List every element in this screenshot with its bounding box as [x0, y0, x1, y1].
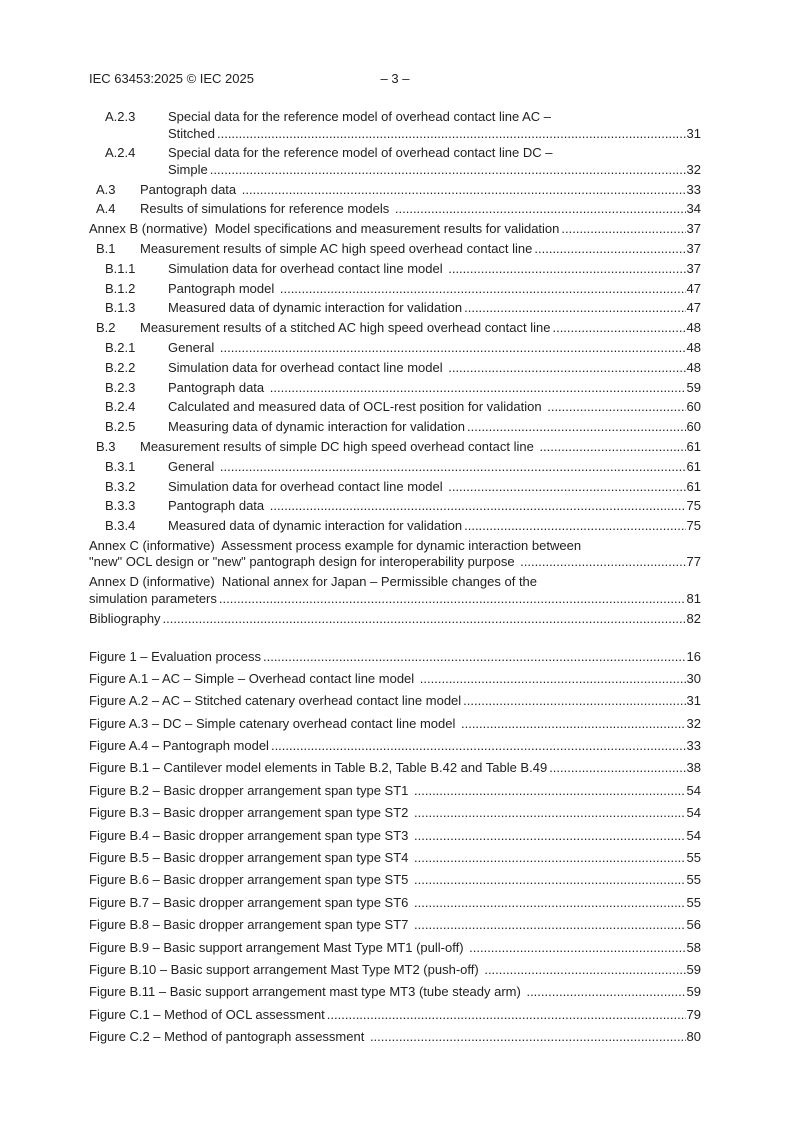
- dot-leader: [280, 281, 686, 298]
- figure-entry[interactable]: [89, 828, 701, 845]
- toc-entry-tail: [140, 439, 701, 456]
- toc-entry-number: B.2.2: [105, 359, 136, 375]
- figure-entry-tail: [89, 940, 701, 957]
- figure-entry-page: 30: [686, 670, 701, 686]
- toc-entry[interactable]: [89, 300, 701, 317]
- dot-leader: [534, 241, 685, 258]
- toc-entry-page: 37: [686, 260, 701, 276]
- toc-entry-tail: [168, 162, 701, 179]
- figure-entry[interactable]: [89, 649, 701, 666]
- dot-leader: [414, 850, 686, 867]
- dot-leader: [263, 649, 686, 666]
- toc-entry-body: [168, 300, 701, 317]
- dot-leader: [271, 738, 686, 755]
- toc-entry-page: 31: [686, 125, 701, 141]
- toc-entry[interactable]: [89, 439, 701, 456]
- toc-entry-text: Measured data of dynamic interaction for validation: [168, 300, 463, 316]
- toc-entry-body: [168, 419, 701, 436]
- figure-entry-tail: [89, 917, 701, 934]
- toc-entry[interactable]: [89, 459, 701, 476]
- figure-entry-tail: [89, 872, 701, 889]
- toc-entry[interactable]: [89, 611, 701, 628]
- figure-entry-body: [89, 1029, 701, 1046]
- figure-entry-tail: [89, 828, 701, 845]
- figure-entry-page: 79: [686, 1006, 701, 1022]
- figure-entry-body: [89, 805, 701, 822]
- toc-entry-body: [140, 439, 701, 456]
- toc-entry-text: Measurement results of a stitched AC high speed overhead contact line: [140, 320, 551, 336]
- toc-entry[interactable]: [89, 399, 701, 416]
- toc-entry-text: Annex D (informative) National annex for Japan – Permissible changes of the: [89, 574, 538, 590]
- toc-entry-page: 61: [686, 478, 701, 494]
- figure-entry-tail: [89, 738, 701, 755]
- toc-entry[interactable]: [89, 419, 701, 436]
- toc-entry-body: [168, 109, 701, 142]
- toc-entry-number: B.1: [96, 240, 116, 256]
- toc-entry-text: Pantograph model: [168, 280, 278, 296]
- toc-entry-text: Simulation data for overhead contact line model: [168, 260, 447, 276]
- dot-leader: [414, 783, 686, 800]
- page-number: – 3 –: [380, 71, 410, 86]
- toc-entry-body: [89, 221, 701, 238]
- figure-entry-body: [89, 693, 701, 710]
- dot-leader: [448, 261, 685, 278]
- toc-entry-tail: [168, 360, 701, 377]
- dot-leader: [461, 716, 686, 733]
- figure-entry[interactable]: [89, 671, 701, 688]
- toc-entry-text: Measuring data of dynamic interaction for validation: [168, 419, 465, 435]
- dot-leader: [217, 126, 686, 143]
- toc-entry-tail: [168, 498, 701, 515]
- toc-entry-number: A.2.3: [105, 109, 136, 124]
- toc-entry-tail: [140, 320, 701, 337]
- toc-entry-page: 61: [686, 438, 701, 454]
- figure-entry-text: Figure A.4 – Pantograph model: [89, 738, 269, 754]
- figure-entry[interactable]: [89, 984, 701, 1001]
- toc-entry-page: 61: [686, 458, 701, 474]
- figure-entry-tail: [89, 693, 701, 710]
- figure-entry-body: [89, 962, 701, 979]
- toc-entry-number: B.2.1: [105, 339, 136, 355]
- toc-entry-page: 48: [686, 359, 701, 375]
- toc-entry-body: [168, 360, 701, 377]
- toc-entry-body: [168, 399, 701, 416]
- figure-entry-body: [89, 760, 701, 777]
- dot-leader: [395, 201, 686, 218]
- figure-entry[interactable]: [89, 805, 701, 822]
- dot-leader: [414, 828, 686, 845]
- toc-entry[interactable]: [89, 241, 701, 258]
- figure-entry-text: Figure A.3 – DC – Simple catenary overhead contact line model: [89, 715, 459, 731]
- figure-entry-page: 58: [686, 939, 701, 955]
- dot-leader: [464, 518, 685, 535]
- figure-entry-body: [89, 872, 701, 889]
- toc-entry-text: Bibliography: [89, 610, 161, 626]
- toc-entry-text: Measurement results of simple AC high speed overhead contact line: [140, 240, 533, 256]
- toc-entry-page: 82: [686, 610, 701, 626]
- toc-entry-tail: [168, 126, 701, 143]
- toc-entry-body: [140, 241, 701, 258]
- figure-entry-page: 54: [686, 827, 701, 843]
- figure-entry-tail: [89, 783, 701, 800]
- toc-entry-tail: [140, 201, 701, 218]
- figure-entry-text: Figure A.1 – AC – Simple – Overhead contact line model: [89, 670, 418, 686]
- toc-entry-tail: [89, 611, 701, 628]
- figure-entry[interactable]: [89, 783, 701, 800]
- toc-entry-text: "new" OCL design or "new" pantograph design for interoperability purpose: [89, 554, 519, 570]
- figure-entry-page: 16: [686, 648, 701, 664]
- toc-entry-text: Pantograph data: [168, 379, 268, 395]
- figure-entry-tail: [89, 1029, 701, 1046]
- toc-entry-text: Annex C (informative) Assessment process example for dynamic interaction between: [89, 537, 582, 553]
- toc-entry-body: [168, 145, 701, 178]
- toc-entry[interactable]: [89, 281, 701, 298]
- dot-leader: [484, 962, 685, 979]
- toc-entry-tail: [168, 459, 701, 476]
- toc-entry[interactable]: [89, 182, 701, 199]
- figure-entry-text: Figure B.4 – Basic dropper arrangement span type ST3: [89, 827, 413, 843]
- dot-leader: [220, 340, 686, 357]
- toc-entry-tail: [168, 281, 701, 298]
- figure-entry-page: 59: [686, 962, 701, 977]
- figure-entry-body: [89, 671, 701, 688]
- figure-entry-text: Figure B.8 – Basic dropper arrangement span type ST7: [89, 917, 413, 933]
- toc-entry-tail: [168, 479, 701, 496]
- toc-entry-text: General: [168, 458, 218, 474]
- figure-entry-text: Figure B.7 – Basic dropper arrangement span type ST6: [89, 894, 413, 910]
- figure-entry-page: 54: [686, 782, 701, 798]
- dot-leader: [549, 760, 685, 777]
- toc-entry-tail: [89, 591, 701, 608]
- dot-leader: [163, 611, 686, 628]
- toc-entry-page: 37: [686, 221, 701, 237]
- toc-entry-number: A.4: [96, 201, 116, 217]
- toc-entry-tail: [140, 182, 701, 199]
- figure-entry-tail: [89, 850, 701, 867]
- toc-entry-text: simulation parameters: [89, 590, 217, 606]
- figure-entry-page: 32: [686, 715, 701, 731]
- toc-entry-tail: [89, 221, 701, 238]
- toc-entry-body: [140, 182, 701, 199]
- toc-entry-body: [168, 479, 701, 496]
- figure-entry-page: 56: [686, 917, 701, 933]
- dot-leader: [561, 221, 685, 238]
- toc-entry-body: [168, 340, 701, 357]
- figure-entry-text: Figure B.2 – Basic dropper arrangement span type ST1: [89, 782, 413, 798]
- toc-entry[interactable]: [89, 201, 701, 218]
- toc-entry-page: 75: [686, 498, 701, 514]
- toc-entry-page: 48: [686, 320, 701, 336]
- toc-entry-page: 37: [686, 240, 701, 256]
- dot-leader: [539, 439, 685, 456]
- toc-entry[interactable]: [89, 320, 701, 337]
- figure-entry-body: [89, 895, 701, 912]
- toc-entry-number: B.3.3: [105, 498, 136, 514]
- toc-entry-tail: [140, 241, 701, 258]
- figure-entry[interactable]: [89, 917, 701, 934]
- toc-entry-text: Annex B (normative) Model specifications and measurement results for validation: [89, 221, 560, 237]
- toc-entry-page: 75: [686, 518, 701, 534]
- figure-entry-page: 55: [686, 894, 701, 910]
- toc-entry-number: B.3.2: [105, 478, 136, 494]
- toc-entry-body: [168, 498, 701, 515]
- toc-entry-text: Pantograph data: [168, 498, 268, 514]
- toc-entry[interactable]: [89, 221, 701, 238]
- figure-entry[interactable]: [89, 895, 701, 912]
- figure-entry[interactable]: [89, 962, 701, 979]
- toc-entry-body: [140, 201, 701, 218]
- toc-entry-page: 47: [686, 300, 701, 316]
- figure-entry-page: 59: [686, 984, 701, 1000]
- figure-entry-body: [89, 738, 701, 755]
- figure-entry-body: [89, 850, 701, 867]
- table-of-contents: [89, 109, 701, 627]
- figure-entry[interactable]: [89, 872, 701, 889]
- dot-leader: [414, 872, 686, 889]
- toc-entry-page: 47: [686, 280, 701, 296]
- dot-leader: [327, 1007, 686, 1024]
- toc-entry-tail: [168, 399, 701, 416]
- toc-entry[interactable]: [89, 518, 701, 535]
- toc-entry-number: B.2: [96, 320, 116, 336]
- figure-entry-text: Figure B.10 – Basic support arrangement Mast Type MT2 (push-off): [89, 962, 483, 977]
- toc-entry-tail: [168, 340, 701, 357]
- figure-entry-body: [89, 1007, 701, 1024]
- toc-entry-body: [89, 538, 701, 571]
- figure-entry-text: Figure C.2 – Method of pantograph assessment: [89, 1029, 368, 1045]
- toc-entry-number: B.3: [96, 438, 116, 454]
- toc-entry[interactable]: [89, 261, 701, 278]
- dot-leader: [547, 399, 685, 416]
- figure-entry-body: [89, 917, 701, 934]
- figure-entry-tail: [89, 805, 701, 822]
- figure-entry-text: Figure B.6 – Basic dropper arrangement span type ST5: [89, 872, 413, 888]
- toc-entry[interactable]: [89, 360, 701, 377]
- figure-entry-body: [89, 716, 701, 733]
- toc-entry-text: Results of simulations for reference models: [140, 201, 393, 217]
- toc-entry-text: Measurement results of simple DC high speed overhead contact line: [140, 438, 538, 454]
- figure-entry-text: Figure B.5 – Basic dropper arrangement span type ST4: [89, 850, 413, 866]
- dot-leader: [552, 320, 685, 337]
- toc-entry-page: 33: [686, 181, 701, 197]
- toc-entry-text: Pantograph data: [140, 181, 240, 197]
- toc-entry-tail: [168, 419, 701, 436]
- figure-entry-tail: [89, 671, 701, 688]
- dot-leader: [270, 498, 686, 515]
- toc-entry-number: B.1.2: [105, 280, 136, 296]
- toc-entry-text: Calculated and measured data of OCL-rest position for validation: [168, 399, 546, 415]
- dot-leader: [210, 162, 686, 179]
- figure-entry-page: 55: [686, 872, 701, 888]
- toc-entry-number: B.1.1: [105, 260, 136, 276]
- dot-leader: [219, 591, 686, 608]
- dot-leader: [467, 419, 686, 436]
- dot-leader: [463, 693, 685, 710]
- dot-leader: [414, 917, 686, 934]
- toc-entry-page: 34: [686, 201, 701, 217]
- figure-entry-tail: [89, 962, 701, 979]
- dot-leader: [420, 671, 686, 688]
- toc-entry-tail: [168, 380, 701, 397]
- figure-entry[interactable]: [89, 760, 701, 777]
- page-content: [89, 109, 701, 1052]
- dot-leader: [469, 940, 685, 957]
- toc-entry[interactable]: [89, 538, 701, 571]
- toc-entry-tail: [168, 300, 701, 317]
- toc-entry-tail: [89, 554, 701, 571]
- toc-entry-number: B.1.3: [105, 300, 136, 316]
- figure-entry-page: 31: [686, 693, 701, 709]
- toc-entry[interactable]: [89, 145, 701, 178]
- toc-entry-body: [168, 380, 701, 397]
- toc-entry-text: Special data for the reference model of overhead contact line AC –: [168, 109, 552, 124]
- figure-entry-body: [89, 649, 701, 666]
- toc-entry-number: B.2.5: [105, 419, 136, 435]
- dot-leader: [448, 479, 685, 496]
- toc-entry-page: 81: [686, 590, 701, 606]
- figure-entry-tail: [89, 649, 701, 666]
- toc-entry-number: A.2.4: [105, 145, 136, 161]
- toc-entry-number: B.2.3: [105, 379, 136, 395]
- toc-entry[interactable]: [89, 380, 701, 397]
- toc-entry-text: General: [168, 339, 218, 355]
- figure-entry-body: [89, 940, 701, 957]
- toc-entry-tail: [168, 261, 701, 278]
- toc-entry-body: [140, 320, 701, 337]
- figure-entry-page: 54: [686, 805, 701, 821]
- figure-entry[interactable]: [89, 693, 701, 710]
- toc-entry-body: [89, 611, 701, 628]
- toc-entry-text: Simple: [168, 161, 208, 177]
- figure-entry-tail: [89, 895, 701, 912]
- toc-entry-body: [89, 574, 701, 607]
- figure-entry[interactable]: [89, 1029, 701, 1046]
- toc-entry[interactable]: [89, 498, 701, 515]
- dot-leader: [448, 360, 685, 377]
- toc-entry-text: Simulation data for overhead contact line model: [168, 359, 447, 375]
- figure-entry-text: Figure B.11 – Basic support arrangement mast type MT3 (tube steady arm): [89, 984, 525, 1000]
- figure-entry-tail: [89, 984, 701, 1001]
- toc-entry[interactable]: [89, 109, 701, 142]
- dot-leader: [414, 805, 686, 822]
- toc-entry-page: 48: [686, 339, 701, 355]
- dot-leader: [414, 895, 686, 912]
- toc-entry-text: Simulation data for overhead contact line model: [168, 478, 447, 494]
- toc-entry[interactable]: [89, 574, 701, 607]
- dot-leader: [520, 554, 685, 571]
- figure-entry-page: 33: [686, 738, 701, 754]
- figure-entry-tail: [89, 716, 701, 733]
- toc-entry-body: [168, 518, 701, 535]
- toc-entry-body: [168, 459, 701, 476]
- figure-entry-text: Figure 1 – Evaluation process: [89, 648, 261, 664]
- figure-entry-text: Figure A.2 – AC – Stitched catenary overhead contact line model: [89, 693, 462, 709]
- toc-entry-page: 59: [686, 379, 701, 395]
- toc-entry-number: B.2.4: [105, 399, 136, 415]
- toc-entry[interactable]: [89, 340, 701, 357]
- toc-entry-page: 60: [686, 399, 701, 415]
- toc-entry-body: [168, 281, 701, 298]
- toc-entry-text: Stitched: [168, 125, 215, 141]
- toc-entry[interactable]: [89, 479, 701, 496]
- dot-leader: [270, 380, 686, 397]
- figure-entry-text: Figure B.1 – Cantilever model elements in Table B.2, Table B.42 and Table B.49: [89, 760, 548, 776]
- figure-entry-tail: [89, 760, 701, 777]
- figure-entry[interactable]: [89, 716, 701, 733]
- dot-leader: [242, 182, 686, 199]
- list-of-figures: [89, 649, 701, 1046]
- toc-entry-tail: [168, 518, 701, 535]
- toc-entry-number: B.3.4: [105, 518, 136, 534]
- figure-entry[interactable]: [89, 850, 701, 867]
- figure-entry[interactable]: [89, 738, 701, 755]
- toc-entry-page: 60: [686, 419, 701, 435]
- document-reference: IEC 63453:2025 © IEC 2025: [89, 71, 254, 86]
- toc-entry-number: A.3: [96, 181, 116, 197]
- dot-leader: [464, 300, 685, 317]
- toc-entry-text: Special data for the reference model of overhead contact line DC –: [168, 145, 553, 161]
- figure-entry-text: Figure B.9 – Basic support arrangement Mast Type MT1 (pull-off): [89, 939, 468, 955]
- figure-entry[interactable]: [89, 1007, 701, 1024]
- toc-entry-page: 32: [686, 161, 701, 177]
- figure-entry-page: 80: [686, 1029, 701, 1045]
- figure-entry-text: Figure B.3 – Basic dropper arrangement span type ST2: [89, 805, 413, 821]
- figure-entry[interactable]: [89, 940, 701, 957]
- dot-leader: [370, 1029, 686, 1046]
- figure-entry-page: 55: [686, 850, 701, 866]
- figure-entry-body: [89, 783, 701, 800]
- toc-entry-number: B.3.1: [105, 458, 136, 474]
- dot-leader: [526, 984, 685, 1001]
- figure-entry-tail: [89, 1007, 701, 1024]
- figure-entry-body: [89, 984, 701, 1001]
- figure-entry-text: Figure C.1 – Method of OCL assessment: [89, 1006, 325, 1022]
- dot-leader: [220, 459, 686, 476]
- figure-entry-page: 38: [686, 760, 701, 776]
- toc-entry-body: [168, 261, 701, 278]
- toc-entry-text: Measured data of dynamic interaction for validation: [168, 518, 463, 534]
- figure-entry-body: [89, 828, 701, 845]
- toc-entry-page: 77: [686, 554, 701, 570]
